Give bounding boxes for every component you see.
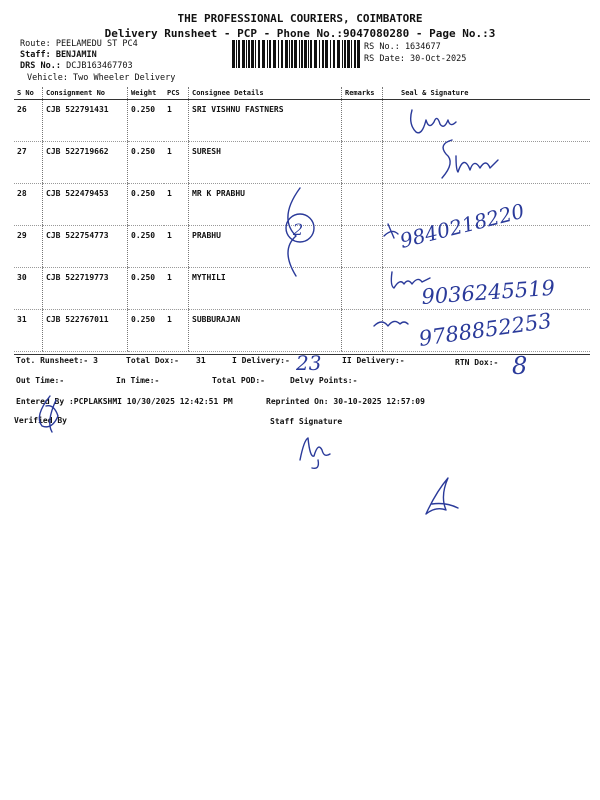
cell-sno: 28 xyxy=(14,184,43,226)
tick-row-29 xyxy=(384,224,398,238)
signature-row-31 xyxy=(374,321,408,326)
cell-pcs: 1 xyxy=(164,184,189,226)
signature-row-26 xyxy=(411,110,456,133)
col-consignee: Consignee Details xyxy=(189,87,342,100)
cell-weight: 0.250 xyxy=(128,310,165,352)
rtn-dox-label: RTN Dox:- xyxy=(455,358,499,367)
col-sno: S No xyxy=(14,87,43,100)
cell-sno: 30 xyxy=(14,268,43,310)
cell-pcs: 1 xyxy=(164,268,189,310)
delvy-points-label: Delvy Points:- xyxy=(290,376,358,385)
staff-label: Staff: BENJAMIN xyxy=(20,50,97,60)
verified-by: Verified By xyxy=(14,416,67,425)
cell-pcs: 1 xyxy=(164,226,189,268)
cell-consignment: CJB 522479453 xyxy=(43,184,128,226)
i-delivery-handwritten: 23 xyxy=(296,351,322,375)
total-dox-value: 31 xyxy=(196,356,206,365)
staff-signature xyxy=(300,438,330,468)
company-title: THE PROFESSIONAL COURIERS, COIMBATORE xyxy=(177,12,423,25)
cell-consignee: SUBBURAJAN xyxy=(189,310,342,352)
cell-consignee: PRABHU xyxy=(189,226,342,268)
rtn-dox-handwritten: 8 xyxy=(512,352,528,380)
phone-row-31: 9788852253 xyxy=(417,308,554,351)
cell-consignee: SURESH xyxy=(189,142,342,184)
vehicle-label: Vehicle: Two Wheeler Delivery xyxy=(27,73,176,83)
phone-row-30: 9036245519 xyxy=(420,275,556,309)
col-weight: Weight xyxy=(128,87,165,100)
reprinted-on: Reprinted On: 30-10-2025 12:57:09 xyxy=(266,397,425,406)
cell-weight: 0.250 xyxy=(128,268,165,310)
staff-signature-label: Staff Signature xyxy=(270,417,343,426)
tot-runsheet: Tot. Runsheet:- 3 xyxy=(16,356,98,365)
rs-number: RS No.: 1634677 xyxy=(364,42,441,52)
cell-pcs: 1 xyxy=(164,100,189,142)
cell-weight: 0.250 xyxy=(128,184,165,226)
cell-weight: 0.250 xyxy=(128,226,165,268)
verified-signature xyxy=(39,396,58,432)
col-remarks: Remarks xyxy=(342,87,383,100)
total-dox-label: Total Dox:- xyxy=(126,356,179,365)
rs-date: RS Date: 30-Oct-2025 xyxy=(364,54,467,64)
drs-label: DRS No.: xyxy=(20,61,61,71)
col-pcs: PCS xyxy=(164,87,189,100)
drs-value: DCJB163467703 xyxy=(66,61,133,71)
cell-sno: 27 xyxy=(14,142,43,184)
phone-row-29: 9840218220 xyxy=(397,198,527,253)
out-time-label: Out Time:- xyxy=(16,376,65,385)
total-pod-label: Total POD:- xyxy=(212,376,265,385)
cell-consignee: MR K PRABHU xyxy=(189,184,342,226)
cell-consignment: CJB 522754773 xyxy=(43,226,128,268)
in-time-label: In Time:- xyxy=(116,376,160,385)
cell-pcs: 1 xyxy=(164,142,189,184)
col-consignment: Consignment No xyxy=(43,87,128,100)
circled-number: 2 xyxy=(293,220,304,239)
cell-sno: 29 xyxy=(14,226,43,268)
i-delivery-label: I Delivery:- xyxy=(232,356,290,365)
cell-consignment: CJB 522719773 xyxy=(43,268,128,310)
cell-weight: 0.250 xyxy=(128,100,165,142)
cell-weight: 0.250 xyxy=(128,142,165,184)
cell-consignment: CJB 522719662 xyxy=(43,142,128,184)
cell-consignee: SRI VISHNU FASTNERS xyxy=(189,100,342,142)
cell-consignment: CJB 522767011 xyxy=(43,310,128,352)
cell-consignee: MYTHILI xyxy=(189,268,342,310)
cell-sno: 26 xyxy=(14,100,43,142)
ii-delivery-label: II Delivery:- xyxy=(342,356,405,365)
cell-sno: 31 xyxy=(14,310,43,352)
runsheet-title: Delivery Runsheet - PCP - Phone No.:9047080280 - Page No.:3 xyxy=(104,27,496,40)
col-seal-signature: Seal & Signature xyxy=(383,87,591,100)
cell-pcs: 1 xyxy=(164,310,189,352)
signature-row-27 xyxy=(442,140,498,178)
route-label: Route: PEELAMEDU ST PC4 xyxy=(20,39,138,49)
cell-consignment: CJB 522791431 xyxy=(43,100,128,142)
entered-by: Entered By :PCPLAKSHMI 10/30/2025 12:42:51 PM xyxy=(16,397,233,406)
bottom-signature xyxy=(426,478,458,514)
